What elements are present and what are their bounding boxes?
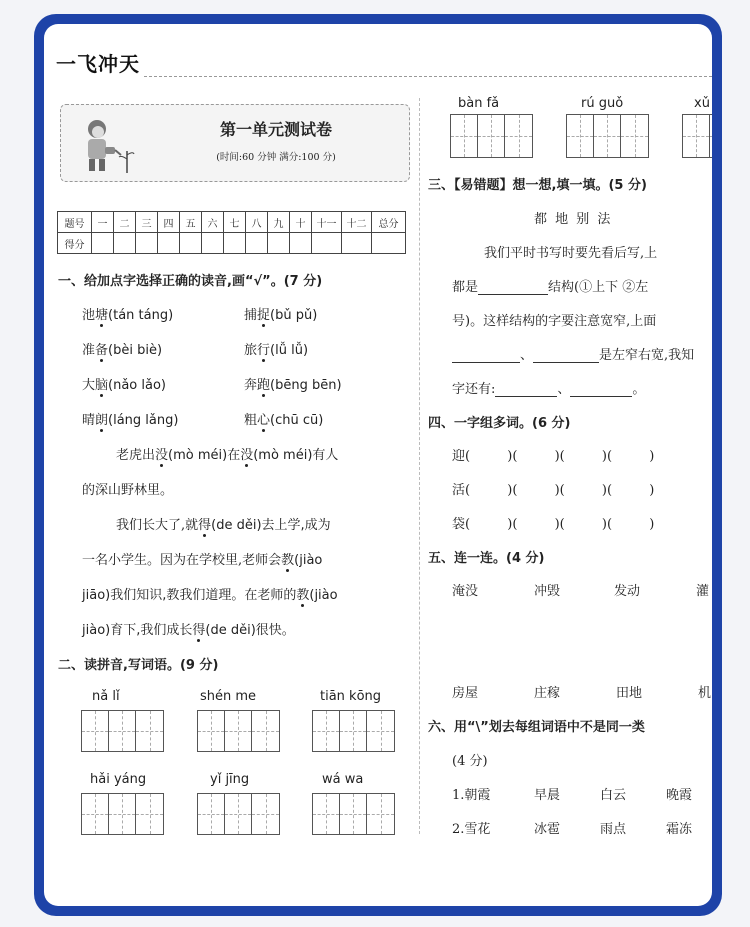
- q2-pinyin-2: shén me: [200, 689, 257, 704]
- q5-top-2[interactable]: 冲毁: [534, 584, 561, 599]
- score-cell[interactable]: [136, 233, 158, 254]
- score-table-header: 八: [246, 212, 268, 233]
- score-cell[interactable]: [312, 233, 342, 254]
- q1-item[interactable]: 准备(bèi biè): [82, 343, 163, 358]
- score-cell[interactable]: [372, 233, 406, 254]
- q5-top-1[interactable]: 淹没: [452, 584, 479, 599]
- q4-row-1[interactable]: 迎( )( )( )( ): [452, 449, 655, 464]
- top-pinyin-3: xǔ: [694, 96, 710, 111]
- score-cell[interactable]: [158, 233, 180, 254]
- header-rule: [144, 76, 712, 77]
- q3-blank-4[interactable]: [495, 383, 557, 397]
- q6-row1-item-4[interactable]: 晚霞: [666, 788, 693, 803]
- test-title: 第一单元测试卷: [219, 120, 332, 139]
- score-table-header: 十二: [342, 212, 372, 233]
- q4-title: 四、一字组多词。(6 分): [428, 416, 571, 431]
- q1-passage1-line2: 的深山野林里。: [82, 483, 174, 498]
- q6-row2-item-3[interactable]: 雨点: [600, 822, 627, 837]
- q6-row1-item-3[interactable]: 白云: [600, 788, 627, 803]
- q1-passage2-line4: jiào)育下,我们成长得(de děi)很快。: [82, 623, 295, 638]
- q1-item[interactable]: 晴朗(láng lǎng): [82, 413, 179, 428]
- q1-passage2-line2: 一名小学生。因为在学校里,老师会教(jiào: [82, 553, 323, 568]
- q6-row2-item-2[interactable]: 冰雹: [534, 822, 561, 837]
- q3-blank-3[interactable]: [533, 349, 599, 363]
- score-table-header: 三: [136, 212, 158, 233]
- q3-blank-5[interactable]: [570, 383, 632, 397]
- q3-line3: 号)。这样结构的字要注意宽窄,上面: [452, 314, 657, 329]
- q1-item[interactable]: 池塘(tán táng): [82, 308, 174, 323]
- score-table-header: 五: [180, 212, 202, 233]
- q2-title: 二、读拼音,写词语。(9 分): [58, 658, 219, 673]
- q3-line5: 字还有: 、 。: [452, 382, 646, 397]
- score-table-header-row: [58, 212, 406, 233]
- q3-chars: 都 地 别 法: [534, 212, 613, 227]
- score-table-header: 二: [114, 212, 136, 233]
- q2-pinyin-6: wá wa: [322, 772, 364, 787]
- q4-row-2[interactable]: 活( )( )( )( ): [452, 483, 655, 498]
- top-pinyin-1: bàn fǎ: [458, 96, 500, 111]
- score-cell[interactable]: [114, 233, 136, 254]
- score-table: [57, 211, 406, 254]
- column-divider: [419, 98, 420, 834]
- score-cell[interactable]: [180, 233, 202, 254]
- score-table-header: 九: [268, 212, 290, 233]
- child-watering-plant-icon: [75, 115, 135, 175]
- q6-row1-item-1[interactable]: 1.朝霞: [452, 788, 491, 803]
- score-table-score-row: [58, 233, 406, 254]
- q4-row-3[interactable]: 袋( )( )( )( ): [452, 517, 655, 532]
- q1-passage2-line3: jiāo)我们知识,教我们道理。在老师的教(jiào: [82, 588, 338, 603]
- q5-top-4[interactable]: 灌: [696, 584, 710, 599]
- q2-pinyin-4: hǎi yáng: [90, 772, 147, 787]
- q1-passage2-line1: 我们长大了,就得(de děi)去上学,成为: [116, 518, 331, 533]
- q6-row1-item-2[interactable]: 早晨: [534, 788, 561, 803]
- q3-line1: 我们平时书写时要先看后写,上: [484, 246, 658, 261]
- q2-writing-box-6[interactable]: [312, 793, 395, 835]
- q3-blank-2[interactable]: [452, 349, 520, 363]
- score-cell[interactable]: [224, 233, 246, 254]
- q5-title: 五、连一连。(4 分): [428, 551, 545, 566]
- score-table-header: 六: [202, 212, 224, 233]
- score-table-header: 一: [92, 212, 114, 233]
- q6-title: 六、用“\”划去每组词语中不是同一类: [428, 720, 645, 735]
- top-writing-box-3[interactable]: [682, 114, 712, 158]
- q2-writing-box-2[interactable]: [197, 710, 280, 752]
- q1-item[interactable]: 粗心(chū cū): [244, 413, 324, 428]
- top-writing-box-1[interactable]: [450, 114, 533, 158]
- q3-blank-1[interactable]: [478, 281, 548, 295]
- score-cell[interactable]: [342, 233, 372, 254]
- q5-bottom-3[interactable]: 田地: [616, 686, 643, 701]
- test-subtitle: (时间:60 分钟 满分:100 分): [216, 152, 336, 163]
- q5-bottom-2[interactable]: 庄稼: [534, 686, 561, 701]
- title-box: [60, 104, 410, 182]
- q3-title: 三、【易错题】想一想,填一填。(5 分): [428, 178, 647, 193]
- top-writing-box-2[interactable]: [566, 114, 649, 158]
- score-table-label: 题号: [58, 212, 92, 233]
- q6-row2-item-4[interactable]: 霜冻: [666, 822, 693, 837]
- q2-pinyin-5: yǐ jīng: [210, 772, 250, 787]
- q6-score: (4 分): [452, 754, 488, 769]
- q1-title: 一、给加点字选择正确的读音,画“√”。(7 分): [58, 274, 323, 289]
- q5-bottom-1[interactable]: 房屋: [452, 686, 479, 701]
- q5-bottom-4[interactable]: 机: [698, 686, 712, 701]
- score-table-header: 十: [290, 212, 312, 233]
- score-cell[interactable]: [246, 233, 268, 254]
- q1-item[interactable]: 旅行(lǚ lǚ): [244, 343, 309, 358]
- q1-item[interactable]: 大脑(nǎo lǎo): [82, 378, 166, 393]
- q2-pinyin-3: tiān kōng: [320, 689, 382, 704]
- score-table-header: 七: [224, 212, 246, 233]
- q3-line4: 、 是左窄右宽,我知: [452, 344, 694, 363]
- q2-writing-box-5[interactable]: [197, 793, 280, 835]
- q2-writing-box-3[interactable]: [312, 710, 395, 752]
- score-cell[interactable]: [202, 233, 224, 254]
- score-table-header: 总分: [372, 212, 406, 233]
- score-cell[interactable]: [92, 233, 114, 254]
- q5-top-3[interactable]: 发动: [614, 584, 641, 599]
- worksheet-page: [44, 24, 712, 906]
- brand-logo: 一飞冲天: [56, 52, 140, 76]
- score-table-header: 四: [158, 212, 180, 233]
- top-pinyin-2: rú guǒ: [581, 96, 624, 111]
- q2-writing-box-1[interactable]: [81, 710, 164, 752]
- q2-writing-box-4[interactable]: [81, 793, 164, 835]
- score-table-row-label: 得分: [58, 233, 92, 254]
- q6-row2-item-1[interactable]: 2.雪花: [452, 822, 491, 837]
- score-cell[interactable]: [290, 233, 312, 254]
- q1-item[interactable]: 捕捉(bǔ pǔ): [244, 308, 318, 323]
- q3-line2: 都是 结构(①上下 ②左: [452, 280, 649, 295]
- q1-passage1-line1: 老虎出没(mò méi)在没(mò méi)有人: [116, 448, 339, 463]
- q2-pinyin-1: nǎ lǐ: [92, 689, 120, 704]
- score-cell[interactable]: [268, 233, 290, 254]
- score-table-header: 十一: [312, 212, 342, 233]
- q1-item[interactable]: 奔跑(bēng bēn): [244, 378, 342, 393]
